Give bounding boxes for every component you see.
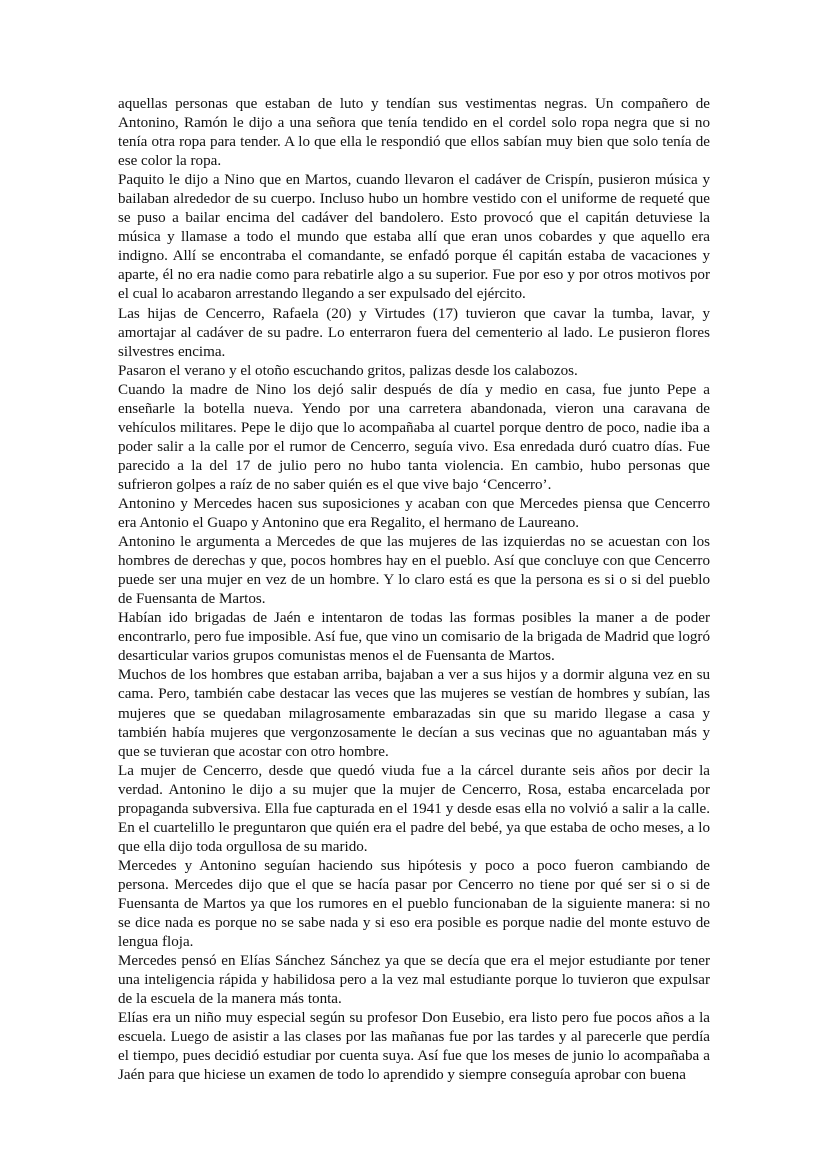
paragraph-7: Antonino le argumenta a Mercedes de que las mujeres de las izquierdas no se acuestan con los hombres de derechas y que, pocos hombres hay en el pueblo. Así que concluye con que Cencerro puede ser una mujer en vez de un hombre. Y lo claro está es que la persona es si o si del pueblo de Fuensanta de Martos.: [118, 534, 710, 608]
paragraph-10: La mujer de Cencerro, desde que quedó viuda fue a la cárcel durante seis años por decir la verdad. Antonino le dijo a su mujer que la mujer de Cencerro, Rosa, estaba encarcelada por propaganda subversiva. Ella fue capturada en el 1941 y desde esas ella no volvió a salir a la calle. En el cuartelillo le preguntaron que quién era el padre del bebé, ya que estaba de ocho meses, a lo que ella dijo toda orgullosa de su marido.: [118, 762, 710, 855]
paragraph-5: Cuando la madre de Nino los dejó salir después de día y medio en casa, fue junto Pepe a enseñarle la botella nueva. Yendo por una carretera abandonada, vieron una caravana de vehículos militares. Pepe le dijo que lo acompañaba al cuartel porque dentro de poco, nadie iba a poder salir a la calle por el rumor de Cencerro, seguía vivo. Esa enredada duró cuatro días. Fue parecido a la del 17 de julio pero no hubo tanta violencia. En cambio, hubo personas que sufrieron golpes a raíz de no saber quién es el que vive bajo ‘Cencerro’.: [118, 381, 710, 493]
paragraph-4: Pasaron el verano y el otoño escuchando gritos, palizas desde los calabozos.: [118, 362, 578, 379]
document-page: [118, 95, 710, 1085]
paragraph-6: Antonino y Mercedes hacen sus suposiciones y acaban con que Mercedes piensa que Cencerro era Antonio el Guapo y Antonino que era Regalito, el hermano de Laureano.: [118, 495, 710, 532]
paragraph-8: Habían ido brigadas de Jaén e intentaron de todas las formas posibles la maner a de poder encontrarlo, pero fue imposible. Así fue, que vino un comisario de la brigada de Madrid que logró desarticular varios grupos comunistas menos el de Fuensanta de Martos.: [118, 610, 710, 665]
paragraph-9: Muchos de los hombres que estaban arriba, bajaban a ver a sus hijos y a dormir alguna vez en su cama. Pero, también cabe destacar las veces que las mujeres se vestían de hombres y subían, las mujeres que se quedaban milagrosamente embarazadas sin que su marido llegase a casa y también había mujeres que vergonzosamente le decían a sus vecinas que no aguantaban más y que se tuvieran que acostar con otro hombre.: [118, 667, 710, 760]
paragraph-13: Elías era un niño muy especial según su profesor Don Eusebio, era listo pero fue pocos años a la escuela. Luego de asistir a las clases por las mañanas fue por las tardes y al parecerle que perdía el tiempo, pues decidió estudiar por cuenta suya. Así fue que los meses de junio lo acompañaba a Jaén para que hiciese un examen de todo lo aprendido y siempre conseguía aprobar con buena: [118, 1010, 710, 1084]
paragraph-2: Paquito le dijo a Nino que en Martos, cuando llevaron el cadáver de Crispín, pusieron música y bailaban alrededor de su cuerpo. Incluso hubo un hombre vestido con el uniforme de requeté que se puso a bailar encima del cadáver del bandolero. Esto provocó que el capitán detuviese la música y llamase a todo el mundo que estaba allí que eran unos cobardes y que aquello era indigno. Allí se encontraba el comandante, se enfadó porque él capitán estaba de vacaciones y aparte, él no era nadie como para rebatirle algo a su superior. Fue por eso y por otros motivos por el cual lo acabaron arrestando llegando a ser expulsado del ejército.: [118, 172, 710, 303]
paragraph-12: Mercedes pensó en Elías Sánchez Sánchez ya que se decía que era el mejor estudiante por tener una inteligencia rápida y habilidosa pero a la vez mal estudiante porque lo tuvieron que expulsar de la escuela de la manera más tonta.: [118, 953, 710, 1008]
paragraph-3: Las hijas de Cencerro, Rafaela (20) y Virtudes (17) tuvieron que cavar la tumba, lavar, y amortajar al cadáver de su padre. Lo enterraron fuera del cementerio al lado. Le pusieron flores silvestres encima.: [118, 305, 710, 360]
paragraph-11: Mercedes y Antonino seguían haciendo sus hipótesis y poco a poco fueron cambiando de persona. Mercedes dijo que el que se hacía pasar por Cencerro no tiene por qué ser si o si de Fuensanta de Martos ya que los rumores en el pueblo funcionaban de la siguiente manera: si no se dice nada es porque no se sabe nada y si eso era posible es porque nadie del monte estuvo de lengua floja.: [118, 857, 710, 951]
paragraph-1: aquellas personas que estaban de luto y tendían sus vestimentas negras. Un compañero de Antonino, Ramón le dijo a una señora que tenía tendido en el cordel solo ropa negra que si no tenía otra ropa para tender. A lo que ella le respondió que ellos sabían muy bien que solo tenía de ese color la ropa.: [118, 96, 710, 170]
